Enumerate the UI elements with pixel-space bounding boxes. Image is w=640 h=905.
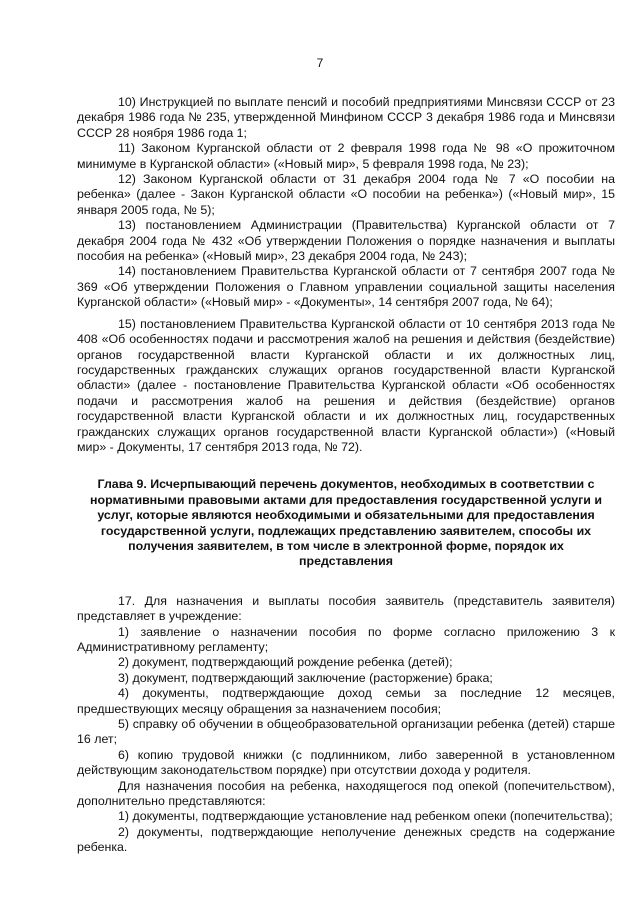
- chapter-title: Глава 9. Исчерпывающий перечень документов, необходимых в соответствии с нормативными правовыми актами для предоставления государственной услуги и услуг, которые являются необходимыми и обязательными для предоставления государственной услуги, подлежащих представлению заявителем, способы их получения заявителем, в том числе в электронной форме, порядок их представления: [90, 477, 602, 569]
- page-number: 7: [316, 56, 324, 70]
- section-17-item-4: 4) документы, подтверждающие доход семьи за последние 12 месяцев, предшествующих месяцу обращения за назначением пособия;: [77, 686, 615, 716]
- list-item-10: 10) Инструкцией по выплате пенсий и пособий предприятиями Минсвязи СССР от 23 декабря 1986 года № 235, утвержденной Минфином СССР 3 декабря 1986 года и Минсвязи СССР 28 ноября 1986 года 1;: [77, 95, 615, 140]
- spacer: [77, 570, 615, 594]
- list-item-13: 13) постановлением Администрации (Правительства) Курганской области от 7 декабря 2004 года № 432 «Об утверждении Положения о порядке назначения и выплаты пособия на ребенка» («Новый мир», 23 декабря 2004 года, № 243);: [77, 218, 615, 264]
- spacer: [77, 455, 615, 477]
- section-17-item-6: 6) копию трудовой книжки (с подлинником, либо заверенной в установленном действующим законодательством порядке) при отсутствии дохода у родителя.: [77, 747, 615, 778]
- section-17-item-3: 3) документ, подтверждающий заключение (расторжение) брака;: [118, 670, 493, 685]
- document-body: [77, 95, 615, 856]
- section-17-item-5: 5) справку об обучении в общеобразовательной организации ребенка (детей) старше 16 лет;: [77, 717, 615, 747]
- list-item-15: 15) постановлением Правительства Курганской области от 10 сентября 2013 года № 408 «Об особенностях подачи и рассмотрения жалоб на решения и действия (бездействие) органов государственной власти Курганской области и их должностных лиц, государственных гражданских служащих органов государственной власти Курганской области» (далее - постановление Правительства Курганской области «Об особенностях подачи и рассмотрения жалоб на решения и действия (бездействие) органов государственной власти Курганской области и их должностных лиц, государственных гражданских служащих органов государственной власти Курганской области») («Новый мир» - Документы, 17 сентября 2013 года, № 72).: [77, 316, 615, 454]
- section-17-intro: 17. Для назначения и выплаты пособия заявитель (представитель заявителя) представляет в учреждение:: [77, 593, 615, 624]
- guardianship-intro: Для назначения пособия на ребенка, находящегося под опекой (попечительством), дополнительно представляются:: [77, 778, 615, 809]
- guardianship-item-2: 2) документы, подтверждающие неполучение денежных средств на содержание ребенка.: [77, 824, 615, 855]
- list-item-11: 11) Законом Курганской области от 2 февраля 1998 года № 98 «О прожиточном минимуме в Курганской области» («Новый мир», 5 февраля 1998 года, № 23);: [77, 141, 615, 171]
- list-item-12: 12) Законом Курганской области от 31 декабря 2004 года № 7 «О пособии на ребенка» (далее - Закон Курганской области «О пособии на ребенка») («Новый мир», 15 января 2005 года, № 5);: [77, 172, 615, 217]
- section-17-item-1: 1) заявление о назначении пособия по форме согласно приложению 3 к Административному регламенту;: [77, 624, 615, 654]
- list-item-14: 14) постановлением Правительства Курганской области от 7 сентября 2007 года № 369 «Об утверждении Положения о Главном управлении социальной защиты населения Курганской области» («Новый мир» - «Документы», 14 сентября 2007 года, № 64);: [77, 264, 615, 310]
- section-17-item-2: 2) документ, подтверждающий рождение ребенка (детей);: [118, 655, 453, 670]
- guardianship-item-1: 1) документы, подтверждающие установление над ребенком опеки (попечительства);: [118, 809, 613, 824]
